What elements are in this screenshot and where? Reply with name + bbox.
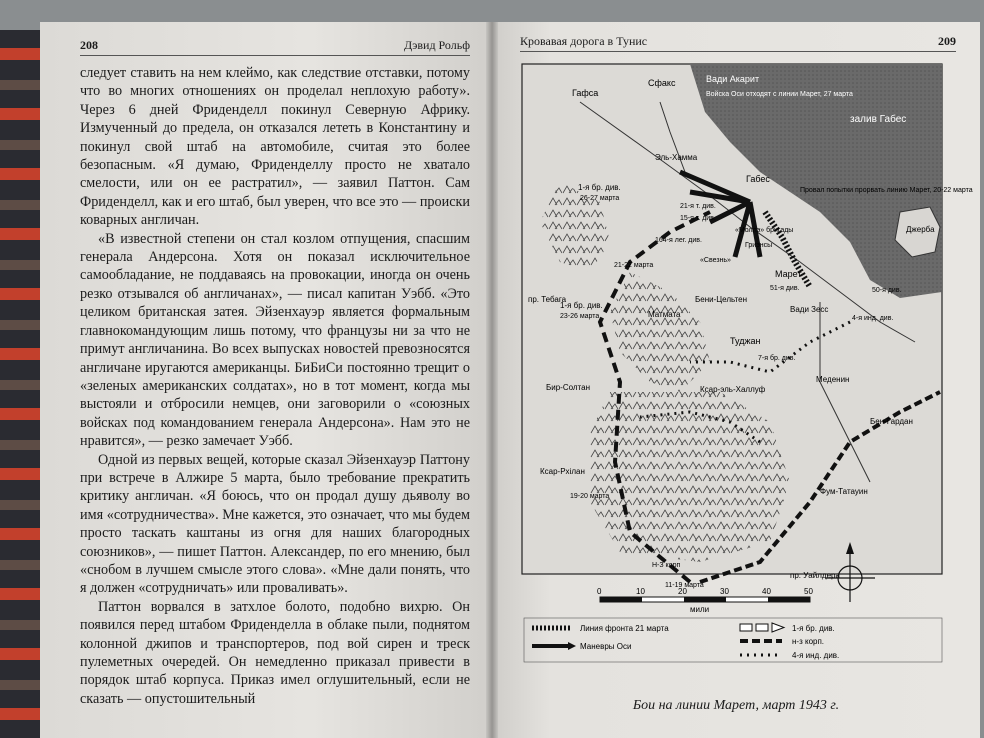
map-figure: [520, 62, 973, 674]
left-running-head: [80, 38, 470, 56]
scale-unit: мили: [690, 605, 710, 614]
paragraph: Паттон ворвался в затхлое болото, подобно вихрю. Он появился перед штабом Фриденделла в облаке пыли, поднятом колонной джипов и транспортеров, под вой сирен и треск пулеметных очередей. Он немедленно приказал привести в порядок штаб корпуса. Приказ имел оглушительный, если не сказать — опустошительный: [80, 598, 470, 707]
map-annotation: Войска Оси отходят с линии Марет, 27 марта: [706, 91, 853, 98]
running-head-title: Кровавая дорога в Тунис: [520, 34, 648, 48]
map-place: Гафса: [572, 88, 599, 98]
map-annotation: 50-я див.: [872, 287, 902, 294]
scale-tick: 50: [804, 587, 813, 596]
map-annotation: 15-я т. див.: [680, 215, 716, 222]
map-annotation: 21-22 марта: [614, 262, 654, 269]
map-annotation: 1-я бр. див.: [560, 301, 603, 310]
map-annotation: 4-я инд. див.: [852, 315, 894, 322]
book-gutter: [486, 22, 498, 738]
map-caption: Бои на линии Марет, март 1943 г.: [632, 698, 840, 713]
map-place: залив Габес: [850, 114, 907, 125]
map-place: Джерба: [906, 225, 935, 234]
scale-bar: [600, 597, 810, 602]
map-annotation: «Свезнь»: [700, 257, 731, 264]
map-place: Туджан: [730, 336, 761, 346]
map-place: Марет: [775, 269, 802, 279]
left-body-text: [80, 64, 470, 708]
scale-tick: 0: [597, 587, 602, 596]
running-head-author: Дэвид Рольф: [404, 38, 470, 52]
map-place: Меденин: [816, 375, 850, 384]
map-place: Бен-Гардан: [870, 417, 913, 426]
map-place: Матмата: [648, 310, 681, 319]
map-place: Вади Зесс: [790, 305, 829, 314]
map-place: Ксар-эль-Халлуф: [700, 385, 766, 394]
right-running-head: [520, 34, 956, 52]
map-annotation: 1-я бр. див.: [578, 183, 621, 192]
right-page: [492, 22, 980, 738]
paragraph: Одной из первых вещей, которые сказал Эйзенхауэр Паттону при встрече в Алжире 5 марта, было требование прекратить критику англичан. «Я боюсь, что он продал душу дьяволу во имя «сотрудничества». Мне кажется, это означает, что мы будем просто таскать каштаны из огня для наших благородных союзников», — пишет Паттон. Александер, по его мнению, был «снобом в лучшем смысле этого слова». «Мне дали понять, что я должен «сотрудничать» или проваливать».: [80, 451, 470, 597]
map-annotation: Провал попытки прорвать линию Марет, 20-22 марта: [800, 187, 973, 194]
legend-label: Линия фронта 21 марта: [580, 624, 669, 633]
legend-label: н-з корп.: [792, 637, 825, 646]
map-place: пр. Тебага: [528, 295, 567, 304]
scale-tick: 20: [678, 587, 687, 596]
legend-label: 4-я инд. див.: [792, 651, 840, 660]
map-annotation: 51-я див.: [770, 285, 800, 292]
page-number-left: 208: [80, 38, 98, 52]
map-place: Сфакс: [648, 78, 676, 88]
page-number-right: 209: [938, 34, 956, 48]
map-annotation: 11-19 марта: [665, 582, 704, 589]
map-place: Бени-Цельтен: [695, 295, 748, 304]
map-place: Ксар-Рхілан: [540, 467, 585, 476]
background-book-spine: [0, 30, 40, 738]
scale-tick: 40: [762, 587, 771, 596]
map-place: Вади Акарит: [706, 74, 760, 84]
map-place: Фум-Татауин: [820, 487, 868, 496]
paragraph: «В известной степени он стал козлом отпущения, спасшим генерала Андерсона. Хотя он показал исключительное самообладание, не поддаваясь на провокации, иногда он очень резко отзывался об англичанах», — писал капитан Уэбб. «Это целиком британская затея. Эйзенхауэр является формальным главнокомандующим лишь потому, что французы ни за что не примут англичанина. Во всех выпусках новостей превозносятся англичане иругаются американцы. БиБиСи постоянно трещит о «зеленых американских солдатах», но в тот момент, когда мы выстояли и отбросили немцев, они заговорили о «союзных войсках под командованием генерала Андерсона». Нам это не нравится», — резко замечает Уэбб.: [80, 230, 470, 450]
map-annotation: Н-З корп: [652, 562, 681, 569]
map-annotation: 19-20 марта: [570, 493, 610, 500]
left-page: [40, 22, 492, 738]
scale-tick: 10: [636, 587, 645, 596]
legend-label: Маневры Оси: [580, 642, 632, 651]
map-annotation: «Моллэ» бригады: [735, 227, 794, 234]
battle-map: [520, 62, 973, 662]
map-place: Бир-Солтан: [546, 383, 590, 392]
map-annotation: 26-27 марта: [580, 195, 620, 202]
map-annotation: 23-26 марта: [560, 313, 600, 320]
map-annotation: 21-я т. див.: [680, 203, 716, 210]
map-annotation: Гриэнсы: [745, 242, 773, 249]
map-annotation: 7-я бр. див.: [758, 355, 796, 362]
map-annotation: 164-я лег. див.: [655, 237, 702, 244]
map-place: Эль-Хамма: [655, 153, 698, 162]
paragraph: следует ставить на нем клеймо, как следствие отставки, потому что во многих отношениях он проделал неплохую работу». Через 6 дней Фриденделл покинул Северную Африку. Измученный до предела, он отказался лететь в Константину и покинул свой штаб на автомобиле, считая это более безопасным. «Я думаю, Фриденделлу просто не хватало смелости, или он ее растратил», — заявил Паттон. Сам Фриденделл, как и его штаб, был уверен, что все это — происки коварных англичан.: [80, 65, 470, 229]
scale-tick: 30: [720, 587, 729, 596]
map-place: пр. Уайлдера: [790, 571, 840, 580]
legend-label: 1-я бр. див.: [792, 624, 835, 633]
map-place: Габес: [746, 174, 770, 184]
